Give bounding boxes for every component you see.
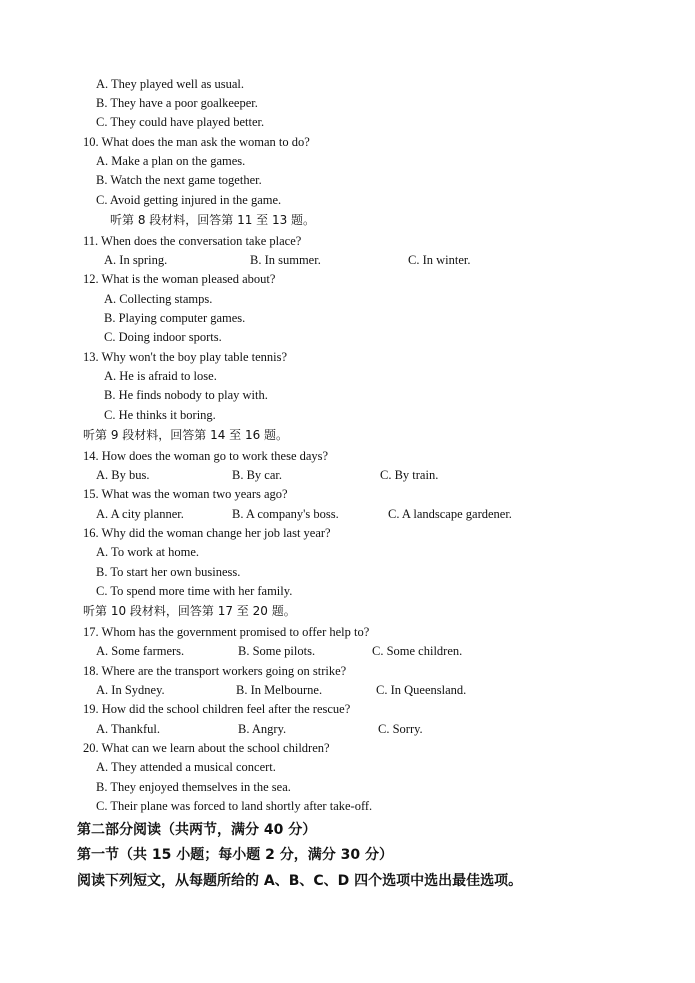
q16-stem: 16. Why did the woman change her job last year? <box>83 526 331 540</box>
q9-option-a: A. They played well as usual. <box>96 77 244 91</box>
q20-option-a: A. They attended a musical concert. <box>96 760 276 774</box>
q15-stem: 15. What was the woman two years ago? <box>83 487 288 501</box>
q12-option-b: B. Playing computer games. <box>104 311 246 325</box>
q17-option-c: C. Some children. <box>372 644 463 658</box>
q17-option-b: B. Some pilots. <box>238 644 316 658</box>
q10-option-b: B. Watch the next game together. <box>96 173 262 187</box>
q14-option-b: B. By car. <box>232 468 282 482</box>
material-8-instruction: 听第 8 段材料，回答第 11 至 13 题。 <box>110 213 316 227</box>
q13-option-a: A. He is afraid to lose. <box>104 369 217 383</box>
q15-option-c: C. A landscape gardener. <box>388 507 512 521</box>
q20-option-c: C. Their plane was forced to land shortly after take-off. <box>96 799 373 813</box>
q12-option-c: C. Doing indoor sports. <box>104 330 222 344</box>
q20-option-b: B. They enjoyed themselves in the sea. <box>96 780 291 794</box>
q14-option-c: C. By train. <box>380 468 439 482</box>
q18-option-b: B. In Melbourne. <box>236 683 323 697</box>
q11-stem: 11. When does the conversation take place? <box>83 234 302 248</box>
q12-stem: 12. What is the woman pleased about? <box>83 272 276 286</box>
q13-stem: 13. Why won't the boy play table tennis? <box>83 350 288 364</box>
reading-directions: 阅读下列短文，从每题所给的 A、B、C、D 四个选项中选出最佳选项。 <box>77 873 523 889</box>
q12-option-a: A. Collecting stamps. <box>104 292 213 306</box>
q19-option-c: C. Sorry. <box>378 722 423 736</box>
q11-option-b: B. In summer. <box>250 253 321 267</box>
section1-heading: 第一节（共 15 小题；每小题 2 分，满分 30 分） <box>77 847 393 863</box>
q19-option-a: A. Thankful. <box>96 722 160 736</box>
q9-option-b: B. They have a poor goalkeeper. <box>96 96 258 110</box>
q17-option-a: A. Some farmers. <box>96 644 185 658</box>
q16-option-a: A. To work at home. <box>96 545 200 559</box>
q14-option-a: A. By bus. <box>96 468 150 482</box>
material-9-instruction: 听第 9 段材料，回答第 14 至 16 题。 <box>83 428 289 442</box>
q20-stem: 20. What can we learn about the school children? <box>83 741 330 755</box>
q19-stem: 19. How did the school children feel after the rescue? <box>83 702 351 716</box>
q13-option-c: C. He thinks it boring. <box>104 408 216 422</box>
q18-option-a: A. In Sydney. <box>96 683 165 697</box>
q16-option-c: C. To spend more time with her family. <box>96 584 293 598</box>
q10-option-c: C. Avoid getting injured in the game. <box>96 193 282 207</box>
q11-option-a: A. In spring. <box>104 253 168 267</box>
q9-option-c: C. They could have played better. <box>96 115 265 129</box>
q11-option-c: C. In winter. <box>408 253 471 267</box>
q13-option-b: B. He finds nobody to play with. <box>104 388 268 402</box>
q14-stem: 14. How does the woman go to work these days? <box>83 449 329 463</box>
material-10-instruction: 听第 10 段材料，回答第 17 至 20 题。 <box>83 604 296 618</box>
q15-option-a: A. A city planner. <box>96 507 184 521</box>
part2-heading: 第二部分阅读（共两节，满分 40 分） <box>77 822 317 838</box>
q17-stem: 17. Whom has the government promised to offer help to? <box>83 625 370 639</box>
q18-option-c: C. In Queensland. <box>376 683 467 697</box>
q19-option-b: B. Angry. <box>238 722 287 736</box>
q10-stem: 10. What does the man ask the woman to do? <box>83 135 310 149</box>
q15-option-b: B. A company's boss. <box>232 507 339 521</box>
q18-stem: 18. Where are the transport workers going on strike? <box>83 664 347 678</box>
q10-option-a: A. Make a plan on the games. <box>96 154 246 168</box>
q16-option-b: B. To start her own business. <box>96 565 241 579</box>
